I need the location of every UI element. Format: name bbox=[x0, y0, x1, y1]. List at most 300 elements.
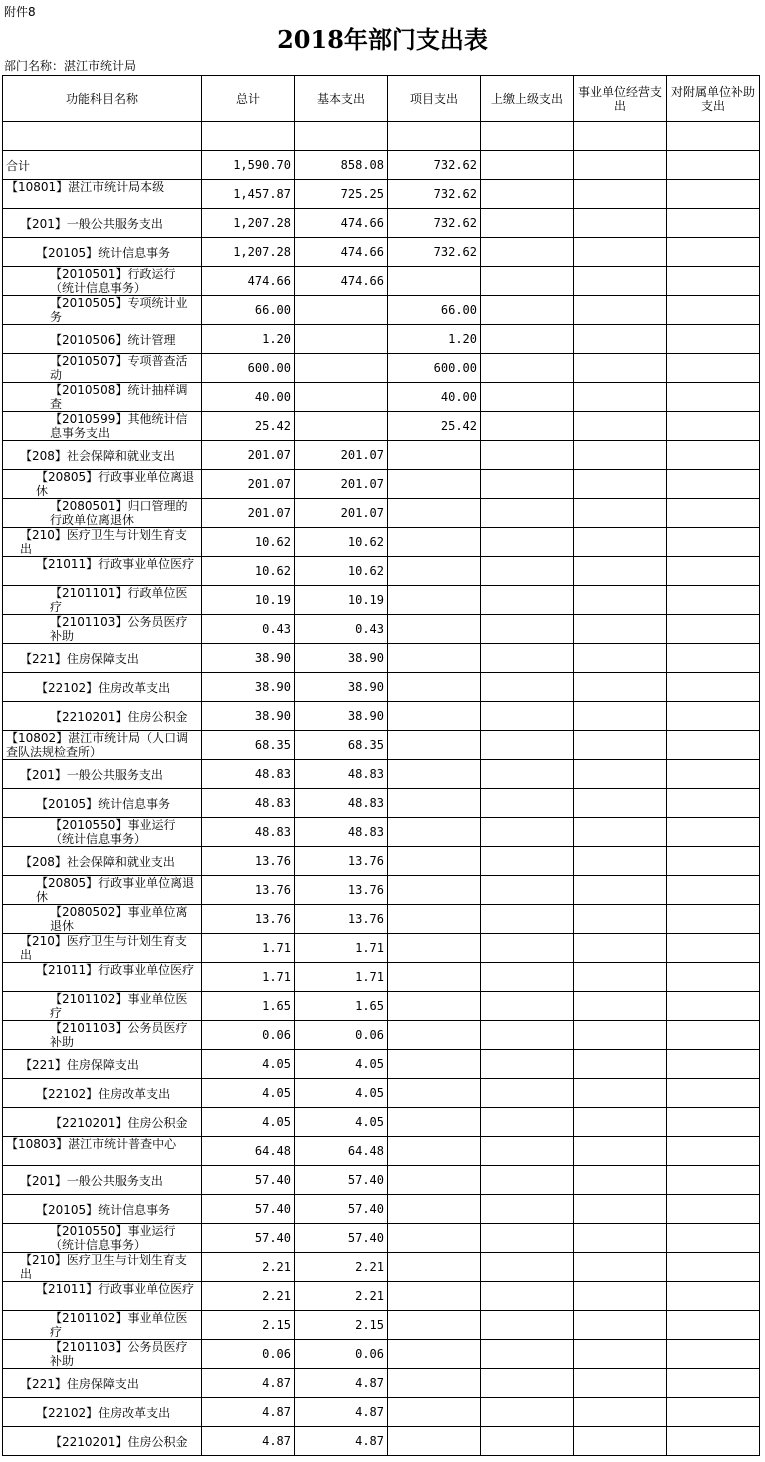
function-subject-cell: 【10802】湛江市统计局（人口调查队法规检查所） bbox=[3, 731, 202, 760]
column-header-subsidy: 对附属单位补助支出 bbox=[667, 76, 760, 122]
table-row bbox=[3, 905, 760, 934]
basic-cell: 201.07 bbox=[295, 499, 388, 528]
function-subject-cell: 【20105】统计信息事务 bbox=[3, 1195, 202, 1224]
subsidy-cell bbox=[667, 1311, 760, 1340]
total-cell: 1.71 bbox=[202, 963, 295, 992]
basic-cell: 4.87 bbox=[295, 1427, 388, 1456]
total-cell: 201.07 bbox=[202, 499, 295, 528]
column-header-business: 事业单位经营支出 bbox=[574, 76, 667, 122]
upper-cell bbox=[481, 1369, 574, 1398]
basic-cell: 38.90 bbox=[295, 673, 388, 702]
function-subject-cell: 【2101102】事业单位医疗 bbox=[3, 1311, 202, 1340]
business-cell bbox=[574, 499, 667, 528]
project-cell: 600.00 bbox=[388, 354, 481, 383]
annex-label: 附件8 bbox=[4, 5, 36, 19]
basic-cell: 48.83 bbox=[295, 760, 388, 789]
function-subject-cell: 【10801】湛江市统计局本级 bbox=[3, 180, 202, 209]
basic-cell: 0.43 bbox=[295, 615, 388, 644]
column-header-upper: 上缴上级支出 bbox=[481, 76, 574, 122]
function-subject-cell: 【201】一般公共服务支出 bbox=[3, 209, 202, 238]
table-row bbox=[3, 1021, 760, 1050]
upper-cell bbox=[481, 1050, 574, 1079]
upper-cell bbox=[481, 876, 574, 905]
project-cell bbox=[388, 1369, 481, 1398]
table-row bbox=[3, 1224, 760, 1253]
business-cell bbox=[574, 1398, 667, 1427]
subsidy-cell bbox=[667, 1282, 760, 1311]
project-cell bbox=[388, 1282, 481, 1311]
upper-cell bbox=[481, 644, 574, 673]
table-row bbox=[3, 1050, 760, 1079]
function-subject-cell: 【208】社会保障和就业支出 bbox=[3, 847, 202, 876]
project-cell bbox=[388, 470, 481, 499]
basic-cell: 2.15 bbox=[295, 1311, 388, 1340]
column-header-name: 功能科目名称 bbox=[3, 76, 202, 122]
total-cell: 38.90 bbox=[202, 702, 295, 731]
upper-cell bbox=[481, 499, 574, 528]
total-cell: 2.21 bbox=[202, 1282, 295, 1311]
upper-cell bbox=[481, 731, 574, 760]
project-cell bbox=[388, 1311, 481, 1340]
upper-cell bbox=[481, 238, 574, 267]
total-cell: 10.19 bbox=[202, 586, 295, 615]
business-cell bbox=[574, 731, 667, 760]
function-subject-cell: 【20805】行政事业单位离退休 bbox=[3, 876, 202, 905]
total-cell: 4.05 bbox=[202, 1050, 295, 1079]
function-subject-cell: 【221】住房保障支出 bbox=[3, 1050, 202, 1079]
basic-cell: 858.08 bbox=[295, 151, 388, 180]
basic-cell: 68.35 bbox=[295, 731, 388, 760]
table-row bbox=[3, 963, 760, 992]
basic-cell: 13.76 bbox=[295, 847, 388, 876]
project-cell: 66.00 bbox=[388, 296, 481, 325]
function-subject-cell: 【2210201】住房公积金 bbox=[3, 1108, 202, 1137]
total-cell: 57.40 bbox=[202, 1166, 295, 1195]
project-cell bbox=[388, 1398, 481, 1427]
function-subject-cell: 【2010550】事业运行（统计信息事务） bbox=[3, 818, 202, 847]
function-subject-cell: 【21011】行政事业单位医疗 bbox=[3, 963, 202, 992]
upper-cell bbox=[481, 992, 574, 1021]
subsidy-cell bbox=[667, 992, 760, 1021]
total-cell: 10.62 bbox=[202, 528, 295, 557]
project-cell bbox=[388, 905, 481, 934]
project-cell bbox=[388, 702, 481, 731]
business-cell bbox=[574, 992, 667, 1021]
business-cell bbox=[574, 412, 667, 441]
table-row bbox=[3, 1398, 760, 1427]
project-cell bbox=[388, 557, 481, 586]
upper-cell bbox=[481, 354, 574, 383]
total-cell: 13.76 bbox=[202, 876, 295, 905]
basic-cell: 0.06 bbox=[295, 1021, 388, 1050]
total-cell: 57.40 bbox=[202, 1224, 295, 1253]
business-cell bbox=[574, 1427, 667, 1456]
upper-cell bbox=[481, 528, 574, 557]
total-cell: 1,590.70 bbox=[202, 151, 295, 180]
function-subject-cell: 【221】住房保障支出 bbox=[3, 644, 202, 673]
basic-cell: 4.05 bbox=[295, 1079, 388, 1108]
table-row bbox=[3, 499, 760, 528]
table-row bbox=[3, 209, 760, 238]
subsidy-cell bbox=[667, 267, 760, 296]
subsidy-cell bbox=[667, 209, 760, 238]
table-row bbox=[3, 876, 760, 905]
function-subject-cell: 【20105】统计信息事务 bbox=[3, 238, 202, 267]
total-cell: 4.05 bbox=[202, 1108, 295, 1137]
total-cell: 25.42 bbox=[202, 412, 295, 441]
function-subject-cell: 【21011】行政事业单位医疗 bbox=[3, 1282, 202, 1311]
department-name: 部门名称：湛江市统计局 bbox=[4, 59, 137, 73]
business-cell bbox=[574, 470, 667, 499]
upper-cell bbox=[481, 151, 574, 180]
function-subject-cell: 【201】一般公共服务支出 bbox=[3, 1166, 202, 1195]
business-cell bbox=[574, 1369, 667, 1398]
function-subject-cell: 【2010501】行政运行（统计信息事务） bbox=[3, 267, 202, 296]
basic-cell: 4.87 bbox=[295, 1398, 388, 1427]
basic-cell bbox=[295, 122, 388, 151]
table-row bbox=[3, 847, 760, 876]
total-cell: 13.76 bbox=[202, 847, 295, 876]
business-cell bbox=[574, 789, 667, 818]
business-cell bbox=[574, 1340, 667, 1369]
basic-cell: 201.07 bbox=[295, 470, 388, 499]
basic-cell: 1.71 bbox=[295, 934, 388, 963]
upper-cell bbox=[481, 586, 574, 615]
project-cell bbox=[388, 1195, 481, 1224]
total-cell: 13.76 bbox=[202, 905, 295, 934]
basic-cell bbox=[295, 296, 388, 325]
project-cell bbox=[388, 992, 481, 1021]
project-cell bbox=[388, 876, 481, 905]
total-cell: 40.00 bbox=[202, 383, 295, 412]
total-cell: 4.87 bbox=[202, 1427, 295, 1456]
business-cell bbox=[574, 847, 667, 876]
project-cell bbox=[388, 122, 481, 151]
basic-cell: 474.66 bbox=[295, 267, 388, 296]
subsidy-cell bbox=[667, 151, 760, 180]
business-cell bbox=[574, 383, 667, 412]
subsidy-cell bbox=[667, 1398, 760, 1427]
basic-cell: 201.07 bbox=[295, 441, 388, 470]
subsidy-cell bbox=[667, 963, 760, 992]
table-row bbox=[3, 1253, 760, 1282]
total-cell: 48.83 bbox=[202, 760, 295, 789]
table-row bbox=[3, 470, 760, 499]
basic-cell: 10.62 bbox=[295, 557, 388, 586]
table-body bbox=[3, 122, 760, 1456]
business-cell bbox=[574, 1137, 667, 1166]
column-header-project: 项目支出 bbox=[388, 76, 481, 122]
subsidy-cell bbox=[667, 1369, 760, 1398]
subsidy-cell bbox=[667, 470, 760, 499]
table-row bbox=[3, 122, 760, 151]
function-subject-cell: 【201】一般公共服务支出 bbox=[3, 760, 202, 789]
subsidy-cell bbox=[667, 1253, 760, 1282]
total-cell: 57.40 bbox=[202, 1195, 295, 1224]
basic-cell bbox=[295, 354, 388, 383]
project-cell bbox=[388, 1079, 481, 1108]
table-row bbox=[3, 731, 760, 760]
table-row bbox=[3, 151, 760, 180]
table-row bbox=[3, 934, 760, 963]
subsidy-cell bbox=[667, 789, 760, 818]
business-cell bbox=[574, 1108, 667, 1137]
table-row bbox=[3, 702, 760, 731]
total-cell bbox=[202, 122, 295, 151]
total-cell: 48.83 bbox=[202, 789, 295, 818]
total-cell: 0.06 bbox=[202, 1021, 295, 1050]
upper-cell bbox=[481, 1021, 574, 1050]
total-cell: 1,207.28 bbox=[202, 209, 295, 238]
total-cell: 1.65 bbox=[202, 992, 295, 1021]
subsidy-cell bbox=[667, 557, 760, 586]
table-row bbox=[3, 383, 760, 412]
subsidy-cell bbox=[667, 1137, 760, 1166]
subsidy-cell bbox=[667, 644, 760, 673]
function-subject-cell: 【2101103】公务员医疗补助 bbox=[3, 1340, 202, 1369]
table-row bbox=[3, 296, 760, 325]
business-cell bbox=[574, 963, 667, 992]
function-subject-cell: 【22102】住房改革支出 bbox=[3, 1079, 202, 1108]
function-subject-cell: 【2080501】归口管理的行政单位离退休 bbox=[3, 499, 202, 528]
basic-cell bbox=[295, 383, 388, 412]
basic-cell: 4.87 bbox=[295, 1369, 388, 1398]
table-row bbox=[3, 1166, 760, 1195]
subsidy-cell bbox=[667, 325, 760, 354]
project-cell: 1.20 bbox=[388, 325, 481, 354]
subsidy-cell bbox=[667, 905, 760, 934]
table-row bbox=[3, 180, 760, 209]
function-subject-cell: 【22102】住房改革支出 bbox=[3, 1398, 202, 1427]
subsidy-cell bbox=[667, 1050, 760, 1079]
upper-cell bbox=[481, 702, 574, 731]
business-cell bbox=[574, 934, 667, 963]
function-subject-cell bbox=[3, 122, 202, 151]
total-cell: 1.71 bbox=[202, 934, 295, 963]
business-cell bbox=[574, 1166, 667, 1195]
table-row bbox=[3, 528, 760, 557]
header-row bbox=[3, 76, 760, 122]
subsidy-cell bbox=[667, 702, 760, 731]
basic-cell: 1.65 bbox=[295, 992, 388, 1021]
table-row bbox=[3, 412, 760, 441]
basic-cell: 474.66 bbox=[295, 209, 388, 238]
project-cell: 40.00 bbox=[388, 383, 481, 412]
business-cell bbox=[574, 702, 667, 731]
project-cell bbox=[388, 673, 481, 702]
basic-cell bbox=[295, 412, 388, 441]
upper-cell bbox=[481, 383, 574, 412]
total-cell: 48.83 bbox=[202, 818, 295, 847]
table-row bbox=[3, 1079, 760, 1108]
basic-cell: 2.21 bbox=[295, 1282, 388, 1311]
business-cell bbox=[574, 557, 667, 586]
table-row bbox=[3, 673, 760, 702]
subsidy-cell bbox=[667, 528, 760, 557]
business-cell bbox=[574, 180, 667, 209]
function-subject-cell: 【20805】行政事业单位离退休 bbox=[3, 470, 202, 499]
column-header-basic: 基本支出 bbox=[295, 76, 388, 122]
total-cell: 38.90 bbox=[202, 673, 295, 702]
function-subject-cell: 【2101101】行政单位医疗 bbox=[3, 586, 202, 615]
project-cell bbox=[388, 1021, 481, 1050]
upper-cell bbox=[481, 818, 574, 847]
function-subject-cell: 【2010550】事业运行（统计信息事务） bbox=[3, 1224, 202, 1253]
project-cell bbox=[388, 528, 481, 557]
table-row bbox=[3, 354, 760, 383]
project-cell bbox=[388, 644, 481, 673]
business-cell bbox=[574, 905, 667, 934]
subsidy-cell bbox=[667, 238, 760, 267]
table-row bbox=[3, 325, 760, 354]
project-cell bbox=[388, 499, 481, 528]
basic-cell: 57.40 bbox=[295, 1195, 388, 1224]
total-cell: 474.66 bbox=[202, 267, 295, 296]
basic-cell bbox=[295, 325, 388, 354]
subsidy-cell bbox=[667, 1195, 760, 1224]
upper-cell bbox=[481, 963, 574, 992]
basic-cell: 10.62 bbox=[295, 528, 388, 557]
basic-cell: 725.25 bbox=[295, 180, 388, 209]
business-cell bbox=[574, 1282, 667, 1311]
project-cell bbox=[388, 1253, 481, 1282]
function-subject-cell: 【2010508】统计抽样调查 bbox=[3, 383, 202, 412]
project-cell bbox=[388, 1340, 481, 1369]
total-cell: 1,207.28 bbox=[202, 238, 295, 267]
subsidy-cell bbox=[667, 673, 760, 702]
business-cell bbox=[574, 1195, 667, 1224]
subsidy-cell bbox=[667, 1079, 760, 1108]
total-cell: 0.06 bbox=[202, 1340, 295, 1369]
total-cell: 4.87 bbox=[202, 1398, 295, 1427]
business-cell bbox=[574, 1021, 667, 1050]
function-subject-cell: 【10803】湛江市统计普查中心 bbox=[3, 1137, 202, 1166]
upper-cell bbox=[481, 789, 574, 818]
total-cell: 2.21 bbox=[202, 1253, 295, 1282]
business-cell bbox=[574, 1224, 667, 1253]
basic-cell: 57.40 bbox=[295, 1224, 388, 1253]
function-subject-cell: 【210】医疗卫生与计划生育支出 bbox=[3, 528, 202, 557]
table-row bbox=[3, 760, 760, 789]
function-subject-cell: 【2010506】统计管理 bbox=[3, 325, 202, 354]
subsidy-cell bbox=[667, 1427, 760, 1456]
basic-cell: 38.90 bbox=[295, 644, 388, 673]
total-cell: 38.90 bbox=[202, 644, 295, 673]
function-subject-cell: 【208】社会保障和就业支出 bbox=[3, 441, 202, 470]
upper-cell bbox=[481, 441, 574, 470]
function-subject-cell: 【2080502】事业单位离退休 bbox=[3, 905, 202, 934]
total-cell: 2.15 bbox=[202, 1311, 295, 1340]
business-cell bbox=[574, 296, 667, 325]
upper-cell bbox=[481, 673, 574, 702]
upper-cell bbox=[481, 325, 574, 354]
subsidy-cell bbox=[667, 1166, 760, 1195]
basic-cell: 13.76 bbox=[295, 876, 388, 905]
basic-cell: 1.71 bbox=[295, 963, 388, 992]
subsidy-cell bbox=[667, 847, 760, 876]
subsidy-cell bbox=[667, 122, 760, 151]
table-row bbox=[3, 1369, 760, 1398]
upper-cell bbox=[481, 470, 574, 499]
total-cell: 68.35 bbox=[202, 731, 295, 760]
upper-cell bbox=[481, 760, 574, 789]
business-cell bbox=[574, 441, 667, 470]
function-subject-cell: 【2210201】住房公积金 bbox=[3, 1427, 202, 1456]
upper-cell bbox=[481, 1108, 574, 1137]
subsidy-cell bbox=[667, 1021, 760, 1050]
total-cell: 201.07 bbox=[202, 441, 295, 470]
business-cell bbox=[574, 528, 667, 557]
business-cell bbox=[574, 1079, 667, 1108]
business-cell bbox=[574, 876, 667, 905]
basic-cell: 48.83 bbox=[295, 818, 388, 847]
table-row bbox=[3, 1108, 760, 1137]
project-cell bbox=[388, 1166, 481, 1195]
upper-cell bbox=[481, 1398, 574, 1427]
upper-cell bbox=[481, 557, 574, 586]
function-subject-cell: 【210】医疗卫生与计划生育支出 bbox=[3, 934, 202, 963]
table-row bbox=[3, 789, 760, 818]
upper-cell bbox=[481, 1224, 574, 1253]
subsidy-cell bbox=[667, 1340, 760, 1369]
upper-cell bbox=[481, 267, 574, 296]
subsidy-cell bbox=[667, 1108, 760, 1137]
function-subject-cell: 【2010505】专项统计业务 bbox=[3, 296, 202, 325]
project-cell: 732.62 bbox=[388, 238, 481, 267]
table-row bbox=[3, 1137, 760, 1166]
function-subject-cell: 【210】医疗卫生与计划生育支出 bbox=[3, 1253, 202, 1282]
function-subject-cell: 【2101102】事业单位医疗 bbox=[3, 992, 202, 1021]
business-cell bbox=[574, 818, 667, 847]
table-row bbox=[3, 267, 760, 296]
basic-cell: 10.19 bbox=[295, 586, 388, 615]
total-cell: 64.48 bbox=[202, 1137, 295, 1166]
total-cell: 10.62 bbox=[202, 557, 295, 586]
subsidy-cell bbox=[667, 760, 760, 789]
table-row bbox=[3, 992, 760, 1021]
subsidy-cell bbox=[667, 354, 760, 383]
subsidy-cell bbox=[667, 180, 760, 209]
upper-cell bbox=[481, 615, 574, 644]
total-cell: 1.20 bbox=[202, 325, 295, 354]
function-subject-cell: 【20105】统计信息事务 bbox=[3, 789, 202, 818]
subsidy-cell bbox=[667, 731, 760, 760]
subsidy-cell bbox=[667, 296, 760, 325]
function-subject-cell: 【221】住房保障支出 bbox=[3, 1369, 202, 1398]
business-cell bbox=[574, 1050, 667, 1079]
upper-cell bbox=[481, 1137, 574, 1166]
table-row bbox=[3, 1282, 760, 1311]
table-row bbox=[3, 238, 760, 267]
function-subject-cell: 【2010599】其他统计信息事务支出 bbox=[3, 412, 202, 441]
table-row bbox=[3, 441, 760, 470]
basic-cell: 48.83 bbox=[295, 789, 388, 818]
total-cell: 4.87 bbox=[202, 1369, 295, 1398]
upper-cell bbox=[481, 905, 574, 934]
business-cell bbox=[574, 644, 667, 673]
project-cell bbox=[388, 847, 481, 876]
function-subject-cell: 合计 bbox=[3, 151, 202, 180]
upper-cell bbox=[481, 847, 574, 876]
subsidy-cell bbox=[667, 586, 760, 615]
total-cell: 4.05 bbox=[202, 1079, 295, 1108]
table-row bbox=[3, 1311, 760, 1340]
upper-cell bbox=[481, 1340, 574, 1369]
upper-cell bbox=[481, 1079, 574, 1108]
column-header-total: 总计 bbox=[202, 76, 295, 122]
table-row bbox=[3, 557, 760, 586]
project-cell: 732.62 bbox=[388, 180, 481, 209]
